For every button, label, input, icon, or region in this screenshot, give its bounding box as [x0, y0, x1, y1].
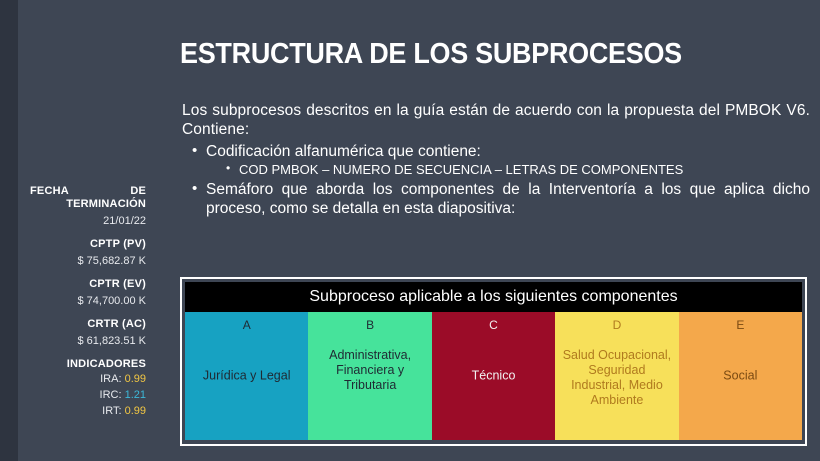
column-text: Jurídica y Legal: [202, 368, 291, 383]
column-letter: E: [736, 318, 745, 332]
indicators-list: [18, 371, 156, 419]
kpi-sidebar: [18, 0, 156, 461]
bullet-list: [170, 142, 820, 218]
fecha-terminacion-label: [18, 185, 156, 198]
column-text: Técnico: [471, 368, 516, 383]
indicator-name: IRA:: [100, 373, 125, 385]
cptp-value: $ 75,682.87 K: [77, 255, 146, 267]
sub-bullet-item: • COD PMBOK – NUMERO DE SECUENCIA – LETRAS DE COMPONENTES: [226, 162, 810, 177]
column-letter: A: [242, 318, 251, 332]
bullet-item: [192, 180, 810, 218]
column-letter: B: [366, 318, 375, 332]
indicator-value: 0.99: [124, 405, 146, 417]
column-letter: C: [489, 318, 498, 332]
page-title: ESTRUCTURA DE LOS SUBPROCESOS: [180, 38, 682, 70]
column-text: Social: [723, 368, 758, 383]
table-header: Subproceso aplicable a los siguientes componentes: [185, 282, 802, 312]
left-accent-strip: [0, 0, 18, 461]
bullet-item: [192, 142, 810, 177]
column-text: Salud Ocupacional, Seguridad Industrial, Medio Ambiente: [562, 348, 672, 407]
table-column: [679, 312, 802, 440]
table-column: [555, 312, 678, 440]
sub-bullet-list: [206, 162, 810, 177]
bullet-text: Codificación alfanumérica que contiene:: [206, 143, 481, 160]
indicator-value: 0.99: [124, 373, 146, 385]
table-column: [432, 312, 555, 440]
indicator-value: 1.21: [124, 389, 146, 401]
indicator-name: IRC:: [99, 389, 125, 401]
cptr-label: CPTR (EV): [89, 278, 146, 290]
cptr-value: $ 74,700.00 K: [77, 295, 146, 307]
intro-paragraph: Los subprocesos descritos en la guía están de acuerdo con la propuesta del PMBOK V6. Contiene:: [182, 102, 810, 138]
table-column: [308, 312, 431, 440]
indicator-row: [18, 371, 156, 387]
indicator-name: IRT:: [102, 405, 125, 417]
crtr-value: $ 61,823.51 K: [77, 335, 146, 347]
fecha-terminacion-label-line2: TERMINACIÓN: [66, 198, 146, 210]
crtr-label: CRTR (AC): [87, 318, 146, 330]
fecha-terminacion-value: 21/01/22: [103, 215, 146, 227]
table-columns: [185, 312, 802, 440]
fecha-label-left: FECHA: [30, 185, 69, 197]
fecha-label-right: DE: [130, 185, 146, 197]
cptp-label: CPTP (PV): [90, 238, 146, 250]
indicator-row: [18, 387, 156, 403]
table-column: [185, 312, 308, 440]
components-table: [180, 277, 807, 446]
column-letter: D: [612, 318, 622, 332]
bullet-text: Semáforo que aborda los componentes de la Interventoría a los que aplica dicho proceso, como se detalla en esta diapositiva:: [206, 181, 810, 217]
column-text: Administrativa, Financiera y Tributaria: [329, 348, 412, 392]
indicator-row: [18, 403, 156, 419]
indicadores-label: INDICADORES: [66, 358, 146, 370]
